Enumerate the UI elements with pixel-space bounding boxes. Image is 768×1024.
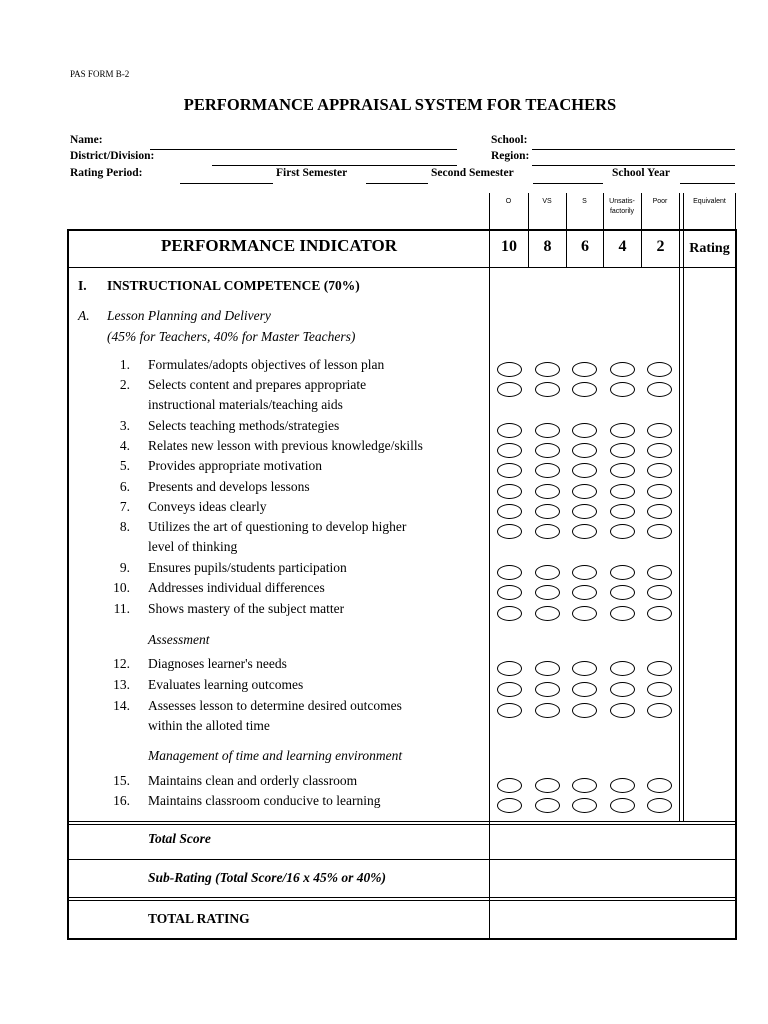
rating-bubble-6[interactable]	[572, 682, 597, 697]
scale-value-6: 6	[581, 238, 589, 255]
rating-bubble-2[interactable]	[647, 382, 672, 397]
rating-bubble-2[interactable]	[647, 504, 672, 519]
item-text: Ensures pupils/students participation	[148, 560, 347, 575]
rating-bubble-8[interactable]	[535, 362, 560, 377]
rating-bubble-6[interactable]	[572, 524, 597, 539]
item-text-continued: within the alloted time	[148, 718, 270, 733]
rating-bubble-10[interactable]	[497, 443, 522, 458]
item-number: 4.	[119, 438, 130, 453]
scale-equivalent: Equivalent	[693, 198, 726, 205]
rating-bubble-6[interactable]	[572, 798, 597, 813]
rating-bubble-8[interactable]	[535, 606, 560, 621]
total-score-cell[interactable]	[490, 825, 735, 859]
scale-unsatisfactory: Unsatis- factorily	[609, 198, 635, 215]
item-number: 9.	[119, 560, 130, 575]
rating-bubble-6[interactable]	[572, 778, 597, 793]
form-code: PAS FORM B-2	[70, 69, 130, 79]
item-text: Utilizes the art of questioning to develop higher	[148, 519, 407, 534]
second-semester-field[interactable]	[366, 183, 428, 184]
first-semester-label: First Semester	[276, 167, 348, 179]
item-number: 2.	[119, 377, 130, 392]
rating-bubble-4[interactable]	[610, 443, 635, 458]
rating-bubble-2[interactable]	[647, 423, 672, 438]
school-label: School:	[491, 134, 528, 146]
rating-bubble-10[interactable]	[497, 504, 522, 519]
scale-poor: Poor	[652, 198, 668, 205]
total-score-label: Total Score	[148, 831, 211, 846]
rating-bubble-2[interactable]	[647, 484, 672, 499]
rating-bubble-8[interactable]	[535, 585, 560, 600]
section-roman: I.	[78, 278, 87, 293]
rating-bubble-8[interactable]	[535, 661, 560, 676]
rating-bubble-2[interactable]	[647, 606, 672, 621]
rating-bubble-10[interactable]	[497, 682, 522, 697]
rating-bubble-10[interactable]	[497, 798, 522, 813]
item-number: 16.	[113, 793, 130, 808]
scale-o: O	[505, 198, 512, 205]
item-number: 5.	[119, 458, 130, 473]
rating-bubble-4[interactable]	[610, 565, 635, 580]
rating-bubble-4[interactable]	[610, 463, 635, 478]
rating-bubble-2[interactable]	[647, 565, 672, 580]
rating-bubble-6[interactable]	[572, 565, 597, 580]
rating-bubble-10[interactable]	[497, 382, 522, 397]
rating-bubble-2[interactable]	[647, 362, 672, 377]
rating-bubble-8[interactable]	[535, 463, 560, 478]
rating-bubble-6[interactable]	[572, 606, 597, 621]
item-text-continued: instructional materials/teaching aids	[148, 397, 343, 412]
rating-bubble-10[interactable]	[497, 524, 522, 539]
rating-bubble-8[interactable]	[535, 423, 560, 438]
rating-bubble-2[interactable]	[647, 524, 672, 539]
scale-value-8: 8	[543, 238, 552, 255]
rating-bubble-4[interactable]	[610, 524, 635, 539]
item-text: Conveys ideas clearly	[148, 499, 267, 514]
item-text: Presents and develops lessons	[148, 479, 310, 494]
rating-bubble-4[interactable]	[610, 484, 635, 499]
item-number: 8.	[119, 519, 130, 534]
item-number: 6.	[119, 479, 130, 494]
rating-bubble-4[interactable]	[610, 703, 635, 718]
total-rating-label: TOTAL RATING	[148, 911, 250, 926]
item-text: Shows mastery of the subject matter	[148, 601, 345, 616]
rating-bubble-2[interactable]	[647, 585, 672, 600]
region-label: Region:	[491, 150, 530, 162]
indicator-header: PERFORMANCE INDICATOR	[161, 236, 397, 255]
subsection-weight: (45% for Teachers, 40% for Master Teachers)	[107, 329, 356, 344]
rating-bubble-10[interactable]	[497, 484, 522, 499]
rating-bubble-2[interactable]	[647, 682, 672, 697]
section-title: INSTRUCTIONAL COMPETENCE (70%)	[107, 278, 360, 293]
rating-bubble-6[interactable]	[572, 382, 597, 397]
rating-bubble-4[interactable]	[610, 504, 635, 519]
rating-bubble-6[interactable]	[572, 703, 597, 718]
item-number: 10.	[113, 580, 130, 595]
item-text: Assesses lesson to determine desired outcomes	[148, 698, 402, 713]
first-semester-field[interactable]	[180, 183, 273, 184]
rating-period-label: Rating Period:	[70, 167, 143, 179]
item-text: Maintains clean and orderly classroom	[148, 773, 358, 788]
rating-bubble-2[interactable]	[647, 703, 672, 718]
item-number: 1.	[119, 357, 130, 372]
rating-bubble-4[interactable]	[610, 798, 635, 813]
rating-bubble-10[interactable]	[497, 362, 522, 377]
total-rating-cell[interactable]	[490, 901, 735, 938]
rating-bubble-8[interactable]	[535, 443, 560, 458]
management-heading: Management of time and learning environment	[148, 748, 403, 763]
scale-value-2: 2	[656, 238, 665, 255]
rating-bubble-6[interactable]	[572, 661, 597, 676]
item-number: 3.	[119, 418, 130, 433]
rating-bubble-10[interactable]	[497, 423, 522, 438]
sub-rating-label: Sub-Rating (Total Score/16 x 45% or 40%)	[148, 870, 387, 885]
item-text: Evaluates learning outcomes	[148, 677, 304, 692]
item-text: Addresses individual differences	[148, 580, 325, 595]
scale-value-10: 10	[501, 238, 517, 255]
rating-bubble-4[interactable]	[610, 778, 635, 793]
scale-s: S	[582, 198, 587, 205]
rating-bubble-6[interactable]	[572, 463, 597, 478]
rating-bubble-8[interactable]	[535, 382, 560, 397]
rating-bubble-2[interactable]	[647, 778, 672, 793]
item-text: Maintains classroom conducive to learning	[148, 793, 381, 808]
subsection-title: Lesson Planning and Delivery	[107, 308, 271, 323]
subsection-letter: A.	[78, 308, 90, 323]
rating-bubble-10[interactable]	[497, 463, 522, 478]
rating-bubble-10[interactable]	[497, 606, 522, 621]
item-number: 7.	[119, 499, 130, 514]
rating-bubble-8[interactable]	[535, 484, 560, 499]
district-label: District/Division:	[70, 150, 155, 162]
assessment-heading: Assessment	[148, 632, 210, 647]
scale-vs: VS	[542, 198, 552, 205]
rating-bubble-8[interactable]	[535, 682, 560, 697]
rating-bubble-8[interactable]	[535, 524, 560, 539]
rating-header: Rating	[689, 241, 730, 256]
school-year-to-field[interactable]	[680, 183, 735, 184]
second-semester-label: Second Semester	[431, 167, 514, 179]
rating-bubble-4[interactable]	[610, 606, 635, 621]
item-text: Formulates/adopts objectives of lesson plan	[148, 357, 385, 372]
rating-bubble-2[interactable]	[647, 463, 672, 478]
scale-value-4: 4	[618, 238, 627, 255]
item-text: Relates new lesson with previous knowledge/skills	[148, 438, 423, 453]
name-label: Name:	[70, 134, 103, 146]
school-field[interactable]	[532, 149, 735, 150]
item-number: 15.	[113, 773, 130, 788]
rating-bubble-8[interactable]	[535, 778, 560, 793]
rating-bubble-6[interactable]	[572, 443, 597, 458]
rating-bubble-2[interactable]	[647, 798, 672, 813]
rating-bubble-6[interactable]	[572, 484, 597, 499]
rating-bubble-6[interactable]	[572, 423, 597, 438]
rating-bubble-10[interactable]	[497, 778, 522, 793]
rating-bubble-8[interactable]	[535, 504, 560, 519]
sub-rating-cell[interactable]	[490, 860, 735, 897]
rating-bubble-10[interactable]	[497, 585, 522, 600]
rating-bubble-6[interactable]	[572, 504, 597, 519]
rating-bubble-4[interactable]	[610, 682, 635, 697]
rating-bubble-4[interactable]	[610, 382, 635, 397]
item-text: Selects teaching methods/strategies	[148, 418, 340, 433]
rating-bubble-6[interactable]	[572, 362, 597, 377]
item-number: 11.	[113, 601, 130, 616]
item-number: 14.	[113, 698, 130, 713]
item-text-continued: level of thinking	[148, 539, 238, 554]
district-field[interactable]	[212, 165, 457, 166]
rating-bubble-4[interactable]	[610, 661, 635, 676]
rating-bubble-10[interactable]	[497, 565, 522, 580]
item-text: Provides appropriate motivation	[148, 458, 322, 473]
rating-bubble-8[interactable]	[535, 703, 560, 718]
item-text: Selects content and prepares appropriate	[148, 377, 367, 392]
rating-bubble-10[interactable]	[497, 703, 522, 718]
school-year-from-field[interactable]	[533, 183, 603, 184]
item-number: 12.	[113, 656, 130, 671]
rating-bubble-8[interactable]	[535, 565, 560, 580]
rating-bubble-8[interactable]	[535, 798, 560, 813]
rating-bubble-2[interactable]	[647, 661, 672, 676]
rating-bubble-4[interactable]	[610, 362, 635, 377]
school-year-label: School Year	[612, 167, 671, 179]
item-text: Diagnoses learner's needs	[148, 656, 287, 671]
rating-bubble-4[interactable]	[610, 423, 635, 438]
rating-bubble-4[interactable]	[610, 585, 635, 600]
region-field[interactable]	[532, 165, 735, 166]
page-title: PERFORMANCE APPRAISAL SYSTEM FOR TEACHERS	[183, 95, 617, 114]
name-field[interactable]	[150, 149, 457, 150]
rating-bubble-6[interactable]	[572, 585, 597, 600]
item-number: 13.	[113, 677, 130, 692]
rating-bubble-2[interactable]	[647, 443, 672, 458]
rating-bubble-10[interactable]	[497, 661, 522, 676]
